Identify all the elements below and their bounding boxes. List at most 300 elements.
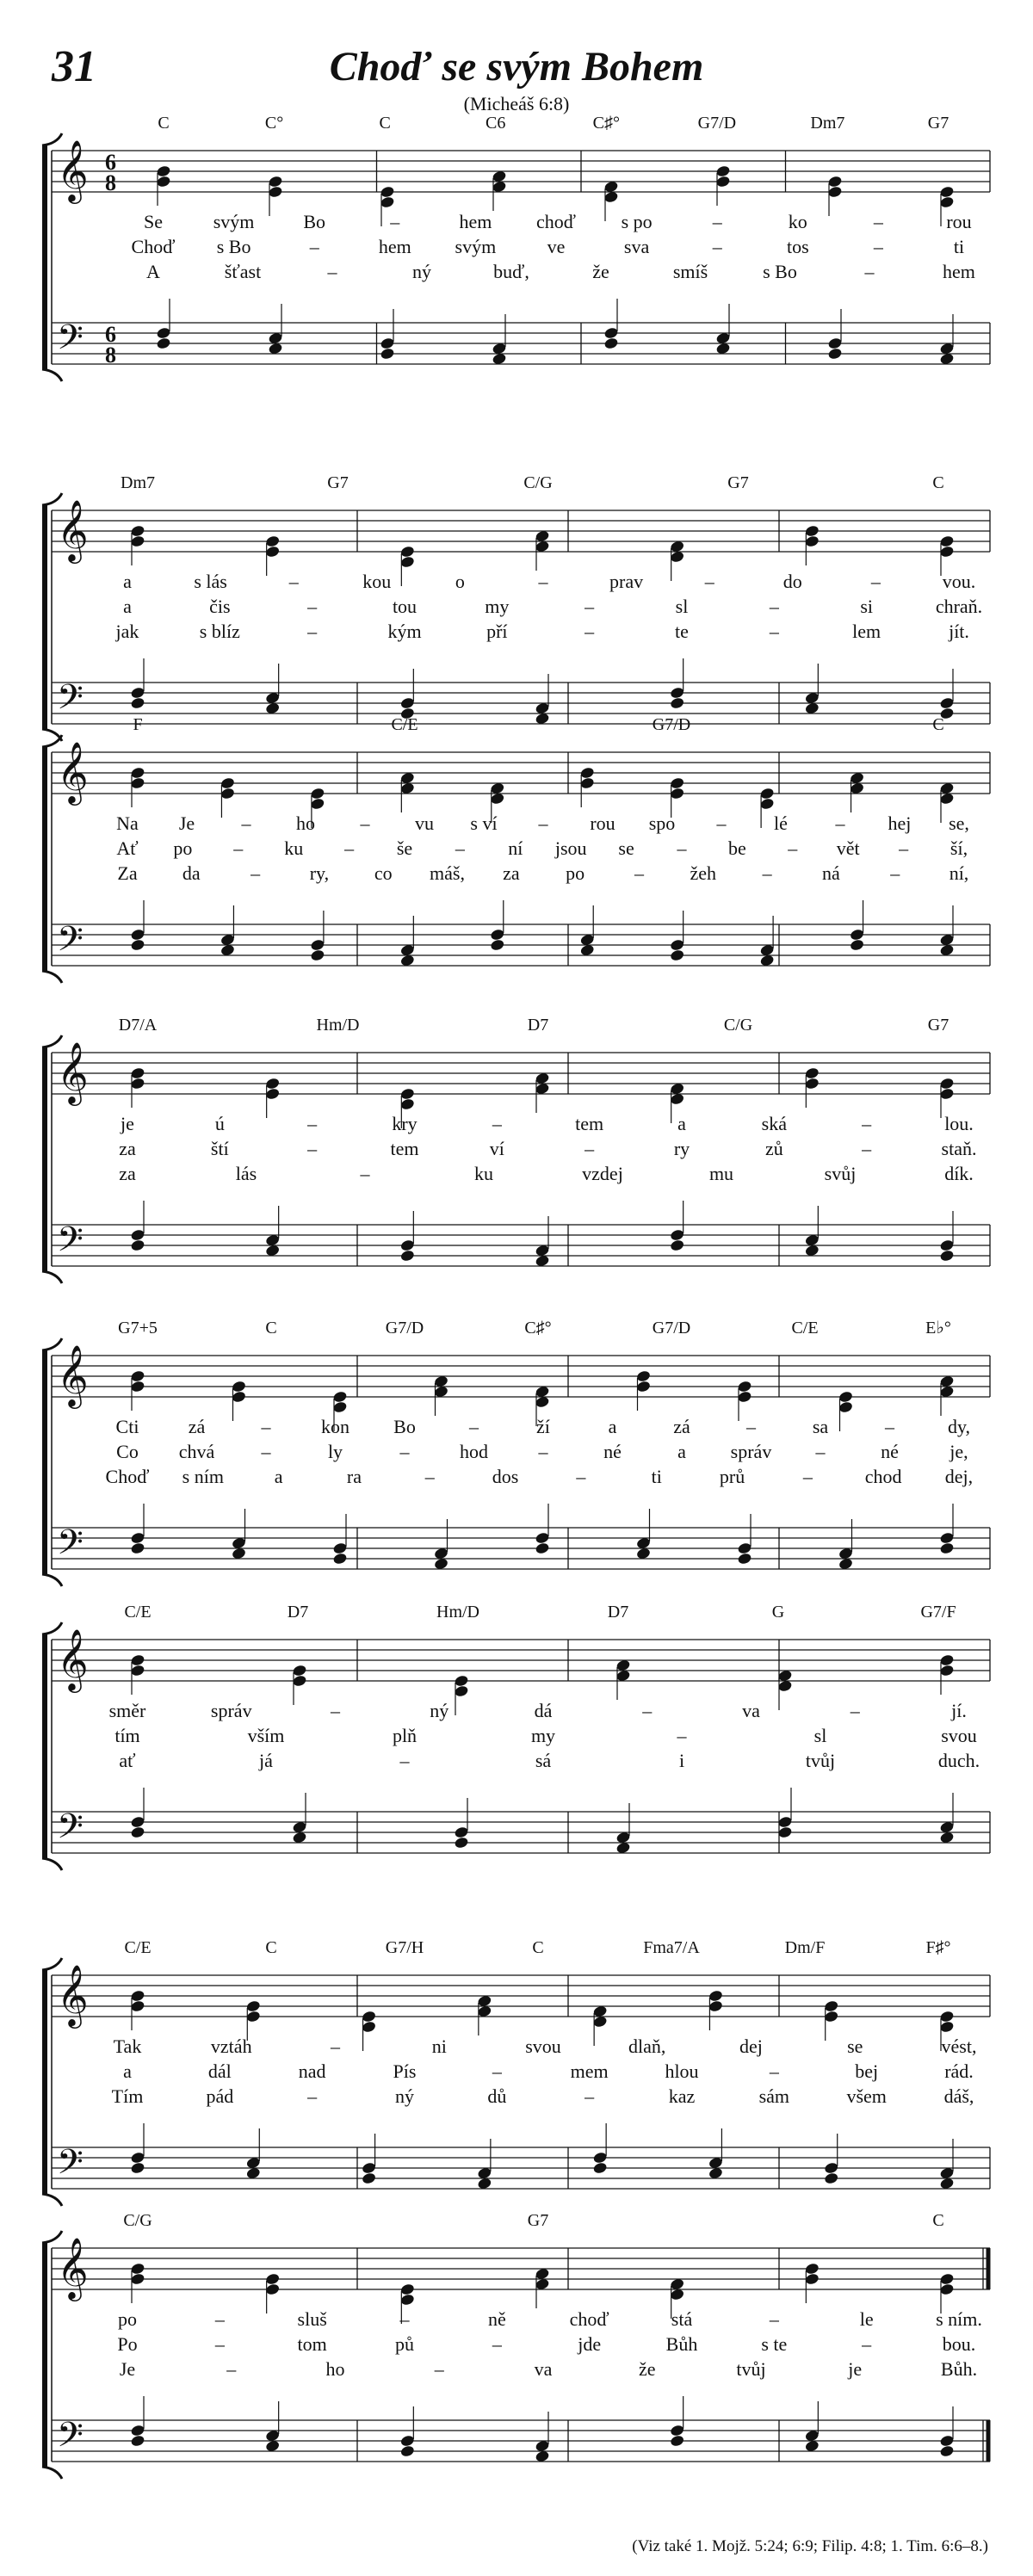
treble-clef: 𝄞 [57,1044,89,1103]
lyric-hyphen: – [769,621,779,642]
time-signature-top: 6 [105,150,116,175]
bass-note [380,347,395,360]
lyric-hyphen: – [307,596,318,617]
treble-note [939,1087,955,1100]
lyric-hyphen: – [360,1163,370,1184]
lyric-hyphen: – [850,1700,860,1721]
chord-symbol: C/E [391,715,418,734]
bass-note [130,928,145,941]
lyric-syllable: po [173,837,193,859]
lyric-hyphen: – [802,1466,813,1487]
lyric-syllable: o [455,571,465,592]
treble-clef: 𝄞 [57,744,89,802]
lyric-syllable: ry [673,1138,690,1159]
treble-note [265,1087,281,1100]
treble-note [130,1066,145,1079]
lyric-syllable: my [530,1725,556,1746]
lyric-syllable: máš, [430,862,466,884]
bass-note [535,1531,550,1544]
chord-symbol: C♯° [592,114,620,133]
lyric-hyphen: – [585,621,595,642]
lyric-hyphen: – [251,862,261,884]
bass-note [603,337,619,349]
bass-note [332,1541,348,1554]
time-signature-bottom: 8 [105,343,116,368]
chord-symbol: G7/F [920,1603,956,1622]
lyric-syllable: Se [144,211,163,232]
lyric-syllable: a [274,1466,283,1487]
chord-symbol: G7/D [652,715,691,734]
lyric-syllable: bou. [942,2333,976,2355]
lyric-syllable: kon [321,1416,349,1437]
lyric-hyphen: – [835,812,845,834]
lyric-syllable: ný [412,261,431,282]
treble-note [362,2010,377,2023]
lyric-syllable: ni [431,2035,447,2057]
lyric-hyphen: – [677,1725,687,1746]
lyric-syllable: Bůh. [940,2358,978,2380]
lyric-hyphen: – [704,571,714,592]
treble-note [804,534,820,547]
chord-symbol: C/G [123,2211,152,2230]
lyric-syllable: jde [578,2333,602,2355]
lyric-syllable: ší, [949,837,968,859]
lyric-syllable: a [123,571,132,592]
lyric-syllable: svým [455,236,497,257]
lyric-syllable: rou [590,812,615,834]
treble-note [380,195,395,208]
lyric-syllable: dáš, [943,2085,974,2107]
treble-note [332,1400,348,1413]
treble-note [670,787,685,800]
lyric-syllable: ží [536,1416,550,1437]
treble-note [130,1653,145,1666]
bass-note [737,1541,752,1554]
treble-note [130,1989,145,2002]
lyric-syllable: svým [213,211,255,232]
treble-note [804,1066,820,1079]
bass-note [777,1815,793,1828]
treble-note [399,1087,415,1100]
lyric-syllable: směr [108,1700,146,1721]
bass-note [490,928,505,941]
lyric-syllable: se [847,2035,863,2057]
bass-note [670,1228,685,1241]
treble-note [636,1380,652,1393]
lyric-syllable: dlaň, [628,2035,666,2057]
treble-note [265,2272,281,2285]
chord-symbol: G7/D [385,1319,424,1337]
lyric-syllable: prů [719,1466,745,1487]
lyric-syllable: plň [392,1725,418,1746]
lyric-syllable: smíš [672,261,708,282]
lyric-syllable: dál [207,2060,232,2082]
chord-symbol: F [133,715,143,734]
bass-note [777,1825,793,1838]
bass-note [399,1249,415,1262]
treble-note [804,2262,820,2275]
treble-note [838,1400,854,1413]
chord-symbol: C [265,1319,277,1337]
system-6 [42,1603,990,1870]
lyric-syllable: co [374,862,393,884]
lyric-syllable: sá [535,1750,552,1771]
lyric-hyphen: – [214,2333,225,2355]
scripture-reference: (Micheáš 6:8) [463,93,570,114]
lyric-syllable: hej [888,812,912,834]
lyric-hyphen: – [492,2060,502,2082]
bass-note [130,938,145,951]
lyric-hyphen: – [634,862,644,884]
treble-note [759,797,775,810]
lyric-syllable: mu [708,1163,734,1184]
chord-symbol: C [158,114,170,133]
lyric-syllable: dej, [944,1466,974,1487]
lyric-syllable: lem [852,621,881,642]
treble-note [454,1674,469,1687]
lyric-syllable: rád. [944,2060,974,2082]
chord-symbol: D7 [287,1603,309,1622]
lyric-syllable: Tak [113,2035,142,2057]
treble-note [130,524,145,537]
lyric-hyphen: – [492,2333,502,2355]
lyric-syllable: Co [116,1441,139,1462]
treble-note [824,2010,839,2023]
lyric-syllable: po [118,2308,137,2330]
lyric-hyphen: – [307,621,318,642]
treble-clef: 𝄞 [57,1631,89,1690]
lyric-syllable: správ [210,1700,252,1721]
bass-clef: 𝄢 [57,319,84,365]
lyric-syllable: sluš [297,2308,327,2330]
lyric-syllable: šťast [224,261,262,282]
bass-note [130,2434,145,2447]
lyric-syllable: i [678,1750,685,1771]
lyric-syllable: po [566,862,585,884]
bass-clef: 𝄢 [57,679,84,725]
chord-symbol: G [771,1603,785,1622]
lyric-syllable: a [123,2060,132,2082]
lyric-syllable: kým [387,621,422,642]
lyric-syllable: Cti [115,1416,139,1437]
treble-clef: 𝄞 [57,1967,89,2025]
lyric-syllable: ná [822,862,840,884]
treble-note [838,1390,854,1403]
treble-note [399,545,415,558]
treble-note [804,2272,820,2285]
lyric-syllable: dej [739,2035,763,2057]
bass-note [130,2151,145,2164]
treble-note [737,1390,752,1403]
lyric-syllable: Je [119,2358,136,2380]
lyric-hyphen: – [307,1113,318,1134]
lyric-hyphen: – [585,2085,595,2107]
lyric-hyphen: – [899,837,909,859]
lyric-syllable: sva [623,236,650,257]
chord-symbol: Fma7/A [643,1938,700,1957]
treble-note [268,185,283,198]
lyric-syllable: dy, [947,1416,971,1437]
bass-note [535,1541,550,1554]
lyric-syllable: nad [298,2060,326,2082]
bass-note [850,938,865,951]
lyric-syllable: lé [774,812,788,834]
treble-note [454,1684,469,1697]
lyric-syllable: ská [761,1113,787,1134]
system-4 [42,1016,990,1283]
treble-note [265,2283,281,2295]
lyric-syllable: tou [392,596,418,617]
bass-note [827,337,843,349]
lyric-syllable: je [848,2358,863,2380]
lyric-syllable: za [119,1138,136,1159]
bracket-hook [42,1858,62,1870]
lyric-hyphen: – [390,211,400,232]
footer-reference: (Viz také 1. Mojž. 5:24; 6:9; Filip. 4:8; 1. Tim. 6:6–8.) [632,2537,988,2555]
bass-note [454,1836,469,1849]
chord-symbol: C [532,1938,544,1957]
lyric-syllable: a [123,596,132,617]
lyric-syllable: prav [609,571,644,592]
chord-symbol: Dm7 [121,473,155,492]
treble-note [939,534,955,547]
lyric-hyphen: – [538,812,548,834]
lyric-syllable: be [728,837,746,859]
chord-symbol: Hm/D [316,1016,360,1035]
treble-note [130,1664,145,1677]
lyric-syllable: stá [671,2308,693,2330]
lyric-syllable: Na [116,812,139,834]
chord-symbol: C [932,473,944,492]
lyric-hyphen: – [214,2308,225,2330]
lyric-syllable: vět [836,837,860,859]
bass-note [399,2444,415,2457]
lyric-syllable: já [259,1750,273,1771]
treble-note [130,766,145,779]
bass-note [850,928,865,941]
lyric-syllable: pád [206,2085,234,2107]
lyric-syllable: jak [115,621,139,642]
bass-clef: 𝄢 [57,2417,84,2462]
bass-note [670,938,685,951]
lyric-syllable: ně [487,2308,506,2330]
chord-symbol: F♯° [925,1938,951,1957]
lyric-syllable: Je [178,812,195,834]
chord-symbol: G7/D [652,1319,691,1337]
lyric-syllable: né [603,1441,622,1462]
bass-note [130,1531,145,1544]
system-1 [42,114,990,381]
lyric-syllable: le [859,2308,874,2330]
lyric-syllable: kou [362,571,392,592]
treble-note [130,1077,145,1090]
bracket-hook [42,2194,62,2206]
bass-note [939,1531,955,1544]
treble-note [130,1999,145,2012]
lyric-syllable: ku [474,1163,493,1184]
lyric-hyphen: – [642,1700,653,1721]
bass-note [592,2161,608,2174]
treble-note [292,1674,307,1687]
lyric-syllable: Tím [111,2085,144,2107]
lyric-syllable: a [677,1441,686,1462]
lyric-hyphen: – [233,837,244,859]
lyric-syllable: ní, [949,862,969,884]
chord-symbol: G7 [327,473,349,492]
treble-note [399,2293,415,2306]
lyric-hyphen: – [873,211,883,232]
lyric-hyphen: – [864,261,875,282]
lyric-hyphen: – [455,837,465,859]
lyric-syllable: hlou [665,2060,699,2082]
bass-note [130,696,145,709]
bass-note [490,938,505,951]
treble-note [827,175,843,188]
lyric-hyphen: – [712,236,722,257]
bass-note [603,326,619,339]
treble-note [362,2020,377,2033]
treble-note [715,164,731,177]
bracket-hook [42,971,62,983]
lyric-syllable: že [592,261,609,282]
lyric-hyphen: – [885,1416,894,1437]
chord-symbol: D7/A [118,1016,158,1035]
treble-note [380,185,395,198]
chord-symbol: C/E [124,1938,152,1957]
lyric-syllable: vzdej [582,1163,623,1184]
lyric-syllable: ú [214,1113,225,1134]
lyric-syllable: duch. [937,1750,980,1771]
bass-note [130,1815,145,1828]
bass-note [670,696,685,709]
treble-note [310,797,325,810]
lyric-syllable: jí. [951,1700,967,1721]
bass-clef: 𝄢 [57,1808,84,1854]
lyric-hyphen: – [261,1441,271,1462]
lyric-hyphen: – [576,1466,586,1487]
bracket-hook [42,369,62,381]
treble-note [939,2010,955,2023]
lyric-hyphen: – [399,2308,410,2330]
bass-note [824,2171,839,2184]
bass-note [670,2424,685,2437]
lyric-syllable: Choď [105,1466,150,1487]
treble-note [130,776,145,789]
lyric-syllable: my [485,596,510,617]
treble-note [232,1390,247,1403]
chord-symbol: C [379,114,391,133]
lyric-syllable: vztáh [210,2035,252,2057]
lyric-syllable: ti [953,236,965,257]
treble-note [708,1999,723,2012]
lyric-hyphen: – [309,236,319,257]
lyric-syllable: jsou [554,837,587,859]
lyric-syllable: svůj [824,1163,857,1184]
lyric-syllable: sl [813,1725,827,1746]
lyric-hyphen: – [327,261,337,282]
lyric-syllable: hem [943,261,975,282]
treble-note [759,787,775,800]
lyric-hyphen: – [538,571,548,592]
treble-note [939,195,955,208]
lyric-syllable: s ví [470,812,498,834]
treble-note [292,1664,307,1677]
lyric-hyphen: – [762,862,772,884]
treble-note [156,175,171,188]
song-title: Choď se svým Bohem [329,44,704,90]
lyric-syllable: ly [327,1441,343,1462]
lyric-syllable: ve [547,236,566,257]
system-7 [42,1938,990,2206]
treble-note [220,787,236,800]
chord-symbol: G7 [927,1016,949,1035]
lyric-syllable: né [881,1441,899,1462]
lyric-syllable: ti [651,1466,662,1487]
lyric-hyphen: – [585,1138,595,1159]
bass-note [592,2151,608,2164]
treble-clef: 𝄞 [57,142,89,201]
lyric-syllable: s po [621,211,653,232]
lyric-syllable: hem [459,211,492,232]
lyric-hyphen: – [307,1138,318,1159]
chord-symbol: C [932,2211,944,2230]
treble-note [130,2262,145,2275]
lyric-syllable: kry [392,1113,418,1134]
lyric-syllable: chraň. [935,596,983,617]
bass-note [824,2161,839,2174]
bass-note [399,696,415,709]
lyric-syllable: da [182,862,201,884]
lyric-syllable: Bo [393,1416,416,1437]
bass-note [827,347,843,360]
bass-note [156,326,171,339]
bracket-hook [42,1574,62,1586]
lyric-syllable: s lás [194,571,227,592]
treble-note [708,1989,723,2002]
bracket-hook [42,2467,62,2479]
lyric-syllable: va [534,2358,553,2380]
bass-note [130,2161,145,2174]
bass-note [939,2434,955,2447]
lyric-hyphen: – [241,812,251,834]
lyric-syllable: ry, [309,862,330,884]
lyric-syllable: tvůj [736,2358,766,2380]
lyric-syllable: chod [864,1466,902,1487]
lyric-hyphen: – [261,1416,271,1437]
lyric-syllable: s Bo [763,261,797,282]
bass-note [310,948,325,961]
lyric-syllable: Pís [393,2060,417,2082]
lyric-hyphen: – [677,837,687,859]
bass-note [399,2434,415,2447]
treble-note [156,164,171,177]
lyric-hyphen: – [870,571,881,592]
lyric-syllable: žeh [690,862,717,884]
bass-note [939,1249,955,1262]
lyric-syllable: si [860,596,874,617]
bass-clef: 𝄢 [57,921,84,967]
lyric-hyphen: – [288,571,299,592]
chord-symbol: C/G [523,473,553,492]
lyric-hyphen: – [769,596,779,617]
lyric-syllable: spo [648,812,676,834]
lyric-syllable: hod [460,1441,488,1462]
lyric-syllable: s te [761,2333,788,2355]
lyric-syllable: a [608,1416,617,1437]
treble-note [939,1664,955,1677]
lyric-syllable: ku [284,837,304,859]
bass-note [310,938,325,951]
